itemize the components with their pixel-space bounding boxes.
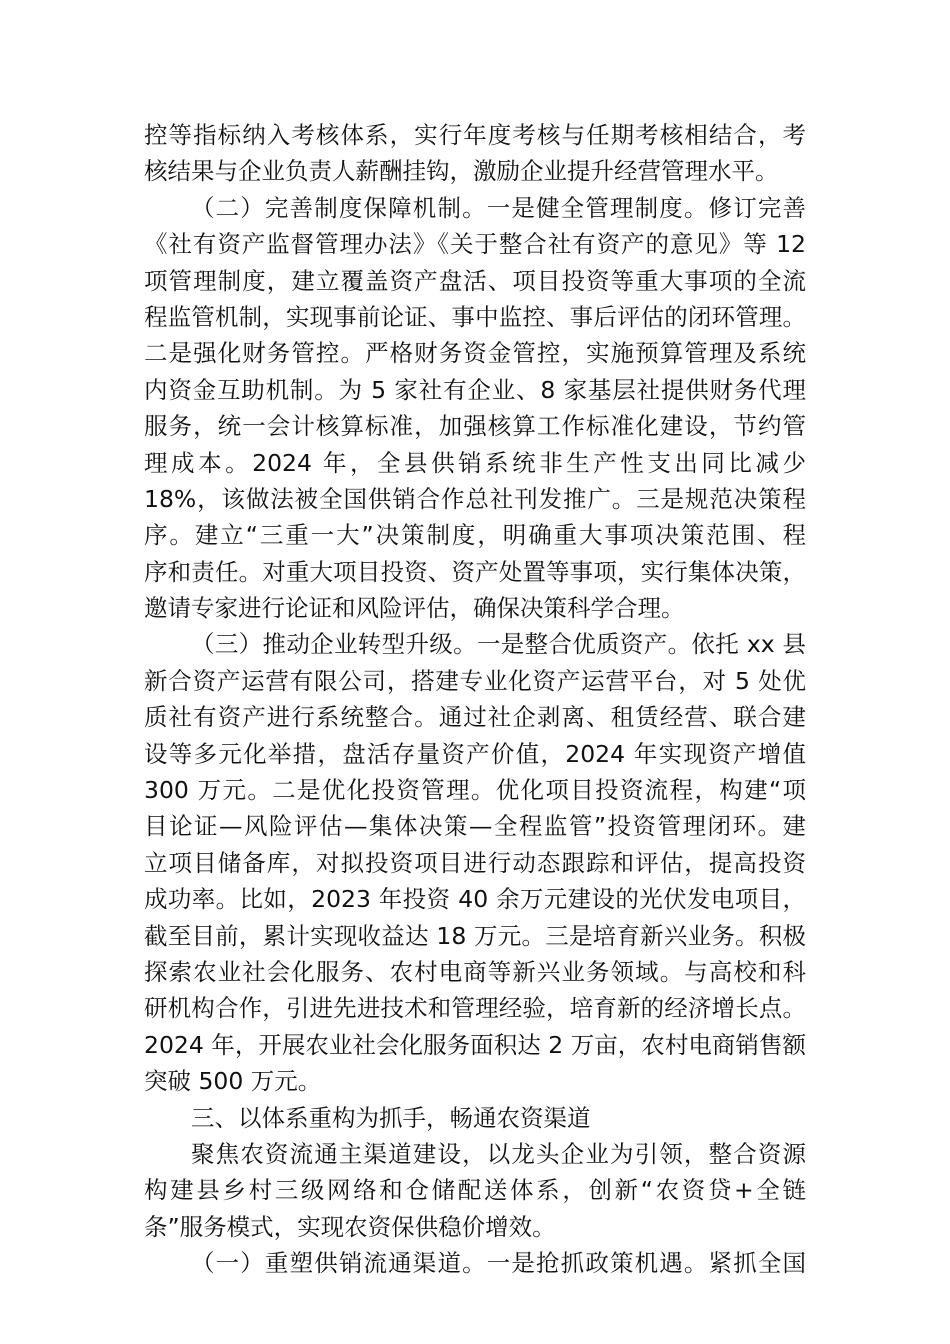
text-line: 序。建立“三重一大”决策制度，明确重大事项决策范围、程	[144, 521, 806, 550]
text-line: 邀请专家进行论证和风险评估，确保决策科学合理。	[144, 594, 685, 623]
text-line: 截至目前，累计实现收益达 18 万元。三是培育新兴业务。积极	[144, 921, 806, 950]
text-line: 18%，该做法被全国供销合作总社刊发推广。三是规范决策程	[144, 484, 806, 513]
text-line: 核结果与企业负责人薪酬挂钩，激励企业提升经营管理水平。	[144, 157, 779, 186]
text-line: 300 万元。二是优化投资管理。优化项目投资流程，构建“项	[144, 776, 806, 805]
text-line: 理成本。2024 年，全县供销系统非生产性支出同比减少	[144, 448, 806, 477]
section-heading-line: （一）重塑供销流通渠道。一是抢抓政策机遇。紧抓全国	[191, 1249, 806, 1278]
text-line: 《社有资产监督管理办法》《关于整合社有资产的意见》等 12	[144, 230, 806, 259]
text-line: 服务，统一会计核算标准，加强核算工作标准化建设，节约管	[144, 412, 806, 441]
text-line: 2024 年，开展农业社会化服务面积达 2 万亩，农村电商销售额	[144, 1030, 806, 1059]
chapter-heading: 三、以体系重构为抓手，畅通农资渠道	[191, 1103, 591, 1132]
text-line: 构建县乡村三级网络和仓储配送体系，创新“农资贷+全链	[144, 1176, 806, 1205]
text-line: 研机构合作，引进先进技术和管理经验，培育新的经济增长点。	[144, 994, 806, 1023]
text-line: 设等多元化举措，盘活存量资产价值，2024 年实现资产增值	[144, 739, 806, 768]
text-line: 新合资产运营有限公司，搭建专业化资产运营平台，对 5 处优	[144, 666, 806, 695]
text-line: 控等指标纳入考核体系，实行年度考核与任期考核相结合，考	[144, 121, 806, 149]
text-line: 序和责任。对重大项目投资、资产处置等事项，实行集体决策，	[144, 557, 806, 586]
section-heading-line: （三）推动企业转型升级。一是整合优质资产。依托 xx 县	[191, 630, 806, 659]
text-line: 突破 500 万元。	[144, 1067, 322, 1096]
text-line: 质社有资产进行系统整合。通过社企剥离、租赁经营、联合建	[144, 703, 806, 732]
text-line: 内资金互助机制。为 5 家社有企业、8 家基层社提供财务代理	[144, 375, 806, 404]
text-line: 程监管机制，实现事前论证、事中监控、事后评估的闭环管理。	[144, 302, 806, 331]
text-line: 成功率。比如，2023 年投资 40 余万元建设的光伏发电项目，	[144, 885, 806, 914]
section-heading-line: （二）完善制度保障机制。一是健全管理制度。修订完善	[191, 193, 806, 222]
text-line: 探索农业社会化服务、农村电商等新兴业务领域。与高校和科	[144, 957, 806, 986]
text-line: 聚焦农资流通主渠道建设，以龙头企业为引领，整合资源	[191, 1139, 806, 1168]
document-body	[144, 117, 806, 1282]
text-line: 立项目储备库，对拟投资项目进行动态跟踪和评估，提高投资	[144, 848, 806, 877]
text-line: 二是强化财务管控。严格财务资金管控，实施预算管理及系统	[144, 339, 806, 368]
text-line: 目论证—风险评估—集体决策—全程监管”投资管理闭环。建	[144, 812, 806, 841]
text-line: 条”服务模式，实现农资保供稳价增效。	[144, 1212, 556, 1241]
text-line: 项管理制度，建立覆盖资产盘活、项目投资等重大事项的全流	[144, 266, 806, 295]
